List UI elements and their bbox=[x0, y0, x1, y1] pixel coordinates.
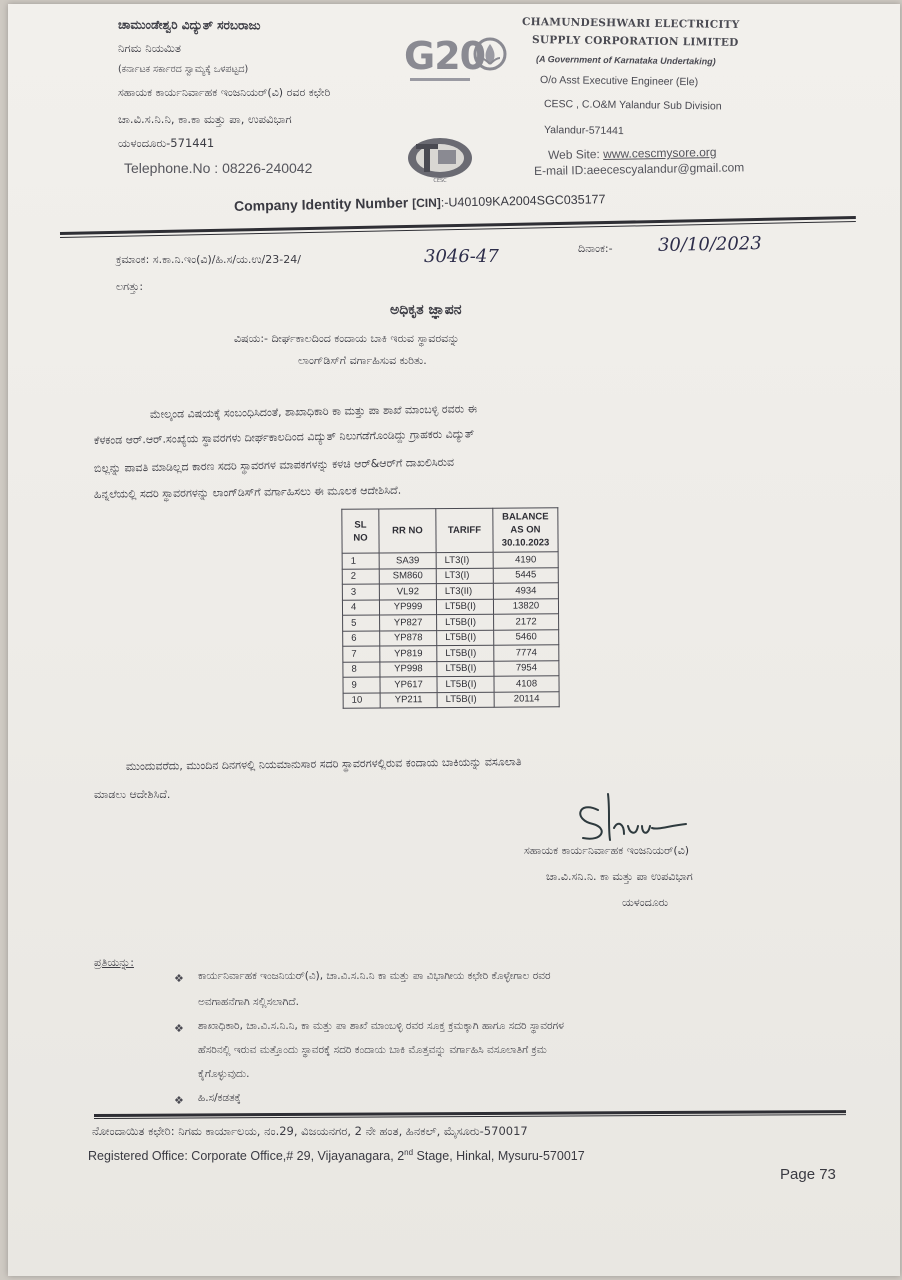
signatory-designation: ಸಹಾಯಕ ಕಾರ್ಯನಿರ್ವಾಹಕ ಇಂಜನಿಯರ್(ವಿ) bbox=[524, 844, 690, 857]
cell-rr-no: VL92 bbox=[379, 584, 436, 600]
subdivision-kn: ಚಾ.ವಿ.ಸ.ನಿ.ನಿ, ಕಾ.ಕಾ ಮತ್ತು ಪಾ, ಉಪವಿಭಾಗ bbox=[118, 112, 292, 126]
signatory-office: ಚಾ.ವಿ.ಸನಿ.ನಿ. ಕಾ ಮತ್ತು ಪಾ ಉಪವಿಭಾಗ bbox=[546, 870, 693, 883]
diamond-bullet-icon: ❖ bbox=[174, 972, 184, 985]
table-row bbox=[343, 629, 559, 646]
diamond-bullet-icon: ❖ bbox=[174, 1094, 184, 1107]
cell-balance: 20114 bbox=[494, 691, 559, 707]
subdivision-en: CESC , C.O&M Yalandur Sub Division bbox=[543, 98, 722, 113]
cell-rr-no: YP617 bbox=[380, 677, 437, 693]
office-en: O/o Asst Executive Engineer (Ele) bbox=[539, 74, 699, 89]
signatory-place: ಯಳಂದೂರು bbox=[622, 896, 669, 909]
pincode-en: Yalandur-571441 bbox=[543, 124, 624, 138]
document-page bbox=[8, 4, 900, 1276]
memo-title: ಅಧಿಕೃತ ಜ್ಞಾಪನ bbox=[390, 302, 462, 318]
cell-rr-no: YP827 bbox=[380, 615, 437, 631]
cell-rr-no: YP998 bbox=[380, 661, 437, 677]
cell-sl-no: 10 bbox=[343, 692, 380, 708]
header-rule bbox=[60, 216, 856, 235]
office-kn: ಸಹಾಯಕ ಕಾರ್ಯನಿರ್ವಾಹಕ ಇಂಜನಿಯರ್(ವಿ) ರವರ ಕಛೇರಿ bbox=[118, 86, 331, 99]
cell-balance: 7954 bbox=[494, 660, 559, 676]
email-line[interactable]: E-mail ID:aeecescyalandur@gmail.com bbox=[533, 160, 745, 178]
org-type-kn: ನಿಗಮ ನಿಯಮಿತ bbox=[118, 41, 182, 55]
followup-line-1: ಮುಂದುವರೆದು, ಮುಂದಿನ ದಿನಗಳಲ್ಲಿ ನಿಯಮಾನುಸಾರ ಸದರಿ ಸ್ಥಾವರಗಳಲ್ಲಿರುವ ಕಂದಾಯ ಬಾಕಿಯನ್ನು ವಸೂಲಾತಿ bbox=[125, 755, 522, 773]
reference-number-label: ಕ್ರಮಾಂಕ: ಸ.ಕಾ.ನಿ.ಇಂ(ವಿ)/ಹಿ.ಸ/ಯ.ಉ/23-24/ bbox=[116, 253, 301, 266]
cin-value: :-U40109KA2004SGC035177 bbox=[440, 192, 606, 210]
header-rr-no: RR NO bbox=[379, 509, 436, 553]
cell-sl-no: 2 bbox=[342, 568, 379, 584]
org-name-en: CHAMUNDESHWARI ELECTRICITY bbox=[521, 16, 740, 32]
cell-balance: 7774 bbox=[494, 645, 559, 661]
g20-lotus-icon bbox=[472, 36, 508, 72]
cell-balance: 4934 bbox=[493, 583, 558, 599]
gov-undertaking-en: (A Government of Karnataka Undertaking) bbox=[535, 54, 716, 67]
signature-image bbox=[568, 790, 688, 850]
table-row bbox=[342, 567, 558, 584]
cell-sl-no: 4 bbox=[342, 599, 379, 615]
cell-rr-no: YP211 bbox=[380, 692, 437, 708]
cell-tariff: LT5B(I) bbox=[437, 645, 494, 661]
page-number: Page 73 bbox=[780, 1166, 836, 1183]
g20-logo: G20 bbox=[404, 34, 508, 86]
table-row bbox=[343, 614, 559, 631]
table-row bbox=[342, 552, 558, 569]
cell-balance: 5445 bbox=[493, 567, 558, 583]
copies-label: ಪ್ರತಿಯನ್ನು: bbox=[94, 956, 134, 969]
copy-item-1-line-1: ಕಾರ್ಯನಿರ್ವಾಹಕ ಇಂಜನಿಯರ್(ವಿ), ಚಾ.ವಿ.ಸ.ನಿ.ನಿ ಕಾ ಮತ್ತು ಪಾ ವಿಭಾಗೀಯ ಕಛೇರಿ ಕೊಳ್ಳೇಗಾಲ ರವರ bbox=[198, 970, 551, 982]
cell-tariff: LT3(I) bbox=[436, 552, 493, 568]
cell-tariff: LT5B(I) bbox=[436, 599, 493, 615]
date-label: ದಿನಾಂಕ:- bbox=[578, 242, 613, 255]
cell-tariff: LT5B(I) bbox=[437, 676, 494, 692]
cell-sl-no: 7 bbox=[343, 646, 380, 662]
cin-line: Company Identity Number [CIN]:-U40109KA2004SGC035177 bbox=[233, 192, 606, 214]
body-line: ಮೇಲ್ಕಂಡ ವಿಷಯಕ್ಕೆ ಸಂಬಂಧಿಸಿದಂತೆ, ಶಾಖಾಧಿಕಾರಿ ಕಾ ಮತ್ತು ಪಾ ಶಾಖೆ ಮಾಂಬಳ್ಳಿ ರವರು ಈ bbox=[149, 402, 478, 421]
subject-line-1: ವಿಷಯ:- ದೀರ್ಘಕಾಲದಿಂದ ಕಂದಾಯ ಬಾಕಿ ಇರುವ ಸ್ಥಾವರವನ್ನು bbox=[234, 332, 460, 345]
subject-line-2: ಲಾಂಗ್‌ಡಿಸ್‌ಗೆ ವರ್ಗಾಹಿಸುವ ಕುರಿತು. bbox=[298, 354, 427, 367]
table-row bbox=[343, 660, 559, 677]
cell-tariff: LT5B(I) bbox=[437, 692, 494, 708]
copy-item-3: ಹಿ.ಸ/ಕಡತಕ್ಕೆ bbox=[198, 1092, 241, 1104]
cell-tariff: LT3(II) bbox=[436, 583, 493, 599]
table-row bbox=[342, 598, 558, 615]
copy-item-2-line-1: ಶಾಖಾಧಿಕಾರಿ, ಚಾ.ವಿ.ಸ.ನಿ.ನಿ, ಕಾ ಮತ್ತು ಪಾ ಶಾಖೆ ಮಾಂಬಳ್ಳಿ ರವರ ಸೂಕ್ತ ಕ್ರಮಕ್ಕಾಗಿ ಹಾಗೂ ಸದರಿ ಸ್ಥಾವರಗಳ bbox=[198, 1020, 564, 1032]
rr-balance-table bbox=[341, 507, 559, 709]
cell-sl-no: 1 bbox=[342, 553, 379, 569]
reference-number-handwritten: 3046-47 bbox=[424, 246, 499, 267]
cell-sl-no: 5 bbox=[343, 615, 380, 631]
copy-item-2-line-3: ಕೈಗೊಳ್ಳುವುದು. bbox=[198, 1068, 250, 1080]
header-tariff: TARIFF bbox=[436, 508, 493, 552]
cell-rr-no: SM860 bbox=[379, 568, 436, 584]
table-header-row bbox=[342, 508, 558, 554]
header-sl-no: SL NO bbox=[342, 509, 379, 553]
copy-item-1-line-2: ಅವಗಾಹನೆಗಾಗಿ ಸಲ್ಲಿಸಲಾಗಿದೆ. bbox=[198, 996, 299, 1008]
cell-tariff: LT5B(I) bbox=[437, 630, 494, 646]
website-line: Web Site: www.cescmysore.org bbox=[547, 145, 717, 162]
table-row bbox=[343, 676, 559, 693]
header-balance: BALANCE AS ON 30.10.2023 bbox=[493, 508, 558, 552]
org-name-en-2: SUPPLY CORPORATION LIMITED bbox=[531, 34, 739, 49]
cell-rr-no: SA39 bbox=[379, 553, 436, 569]
cell-sl-no: 9 bbox=[343, 677, 380, 693]
table-row bbox=[343, 645, 559, 662]
org-name-kn: ಚಾಮುಂಡೇಶ್ವರಿ ವಿದ್ಯುತ್ ಸರಬರಾಜು bbox=[117, 17, 261, 33]
cell-balance: 5460 bbox=[494, 629, 559, 645]
website-link[interactable]: www.cescmysore.org bbox=[603, 145, 717, 162]
followup-line-2: ಮಾಡಲು ಆದೇಶಿಸಿದೆ. bbox=[94, 788, 171, 801]
cell-tariff: LT5B(I) bbox=[437, 661, 494, 677]
body-line: ಬಿಲ್ಲನ್ನು ಪಾವತಿ ಮಾಡಿಲ್ಲದ ಕಾರಣ ಸದರಿ ಸ್ಥಾವರಗಳ ಮಾಪಕಗಳನ್ನು ಕಳಚಿ ಆರ್&ಆರ್‌ಗೆ ದಾಖಲಿಸಿರುವ bbox=[93, 455, 455, 475]
cesc-logo-icon bbox=[406, 134, 476, 184]
cell-tariff: LT5B(I) bbox=[437, 614, 494, 630]
telephone: Telephone.No : 08226-240042 bbox=[124, 160, 313, 176]
svg-text:CESC: CESC bbox=[433, 178, 447, 184]
gov-undertaking-kn: (ಕರ್ನಾಟಕ ಸರ್ಕಾರದ ಸ್ವಾಮ್ಯಕ್ಕೆ ಒಳಪಟ್ಟದ) bbox=[118, 64, 249, 75]
cell-tariff: LT3(I) bbox=[436, 568, 493, 584]
footer-address-en: Registered Office: Corporate Office,# 29, Vijayanagara, 2nd Stage, Hinkal, Mysuru-570017 bbox=[88, 1148, 585, 1164]
cell-rr-no: YP819 bbox=[380, 646, 437, 662]
table-row bbox=[343, 691, 559, 708]
date-handwritten: 30/10/2023 bbox=[657, 233, 762, 256]
cell-balance: 2172 bbox=[494, 614, 559, 630]
cell-rr-no: YP878 bbox=[380, 630, 437, 646]
enclosures-label: ಲಗತ್ತು: bbox=[116, 280, 144, 293]
copy-item-2-line-2: ಹೆಸರಿನಲ್ಲಿ ಇರುವ ಮತ್ತೊಂದು ಸ್ಥಾವರಕ್ಕೆ ಸದರಿ ಕಂದಾಯ ಬಾಕಿ ಮೊತ್ತವನ್ನು ವರ್ಗಾಹಿಸಿ ವಸೂಲಾತಿಗೆ ಕ್ರಮ bbox=[198, 1044, 547, 1056]
cell-sl-no: 6 bbox=[343, 630, 380, 646]
table-row bbox=[342, 583, 558, 600]
body-line: ಹಿನ್ನಲೆಯಲ್ಲಿ ಸದರಿ ಸ್ಥಾವರಗಳನ್ನು ಲಾಂಗ್‌ಡಿಸ್‌ಗೆ ವರ್ಗಾಹಿಸಲು ಈ ಮೂಲಕ ಆದೇಶಿಸಿದೆ. bbox=[93, 483, 402, 501]
cell-balance: 4108 bbox=[494, 676, 559, 692]
cell-sl-no: 3 bbox=[342, 584, 379, 600]
cell-balance: 4190 bbox=[493, 552, 558, 568]
body-line: ಕೆಳಕಂಡ ಆರ್.ಆರ್.ಸಂಖ್ಯೆಯ ಸ್ಥಾವರಗಳು ದೀರ್ಘಕಾಲದಿಂದ ವಿದ್ಯುತ್ ನಿಲುಗಡೆಗೊಂಡಿದ್ದು ಗ್ರಾಹಕರು ವಿದ್ಯುತ್ bbox=[93, 427, 475, 447]
cell-sl-no: 8 bbox=[343, 661, 380, 677]
cell-rr-no: YP999 bbox=[379, 599, 436, 615]
footer-address-kn: ನೋಂದಾಯಿತ ಕಛೇರಿ: ನಿಗಮ ಕಾರ್ಯಾಲಯ, ನಂ.29, ವಿಜಯನಗರ, 2 ನೇ ಹಂತ, ಹಿನಕಲ್, ಮೈಸೂರು-570017 bbox=[92, 1124, 528, 1138]
cell-balance: 13820 bbox=[493, 598, 558, 614]
pincode-kn: ಯಳಂದೂರು-571441 bbox=[118, 136, 215, 150]
diamond-bullet-icon: ❖ bbox=[174, 1022, 184, 1035]
